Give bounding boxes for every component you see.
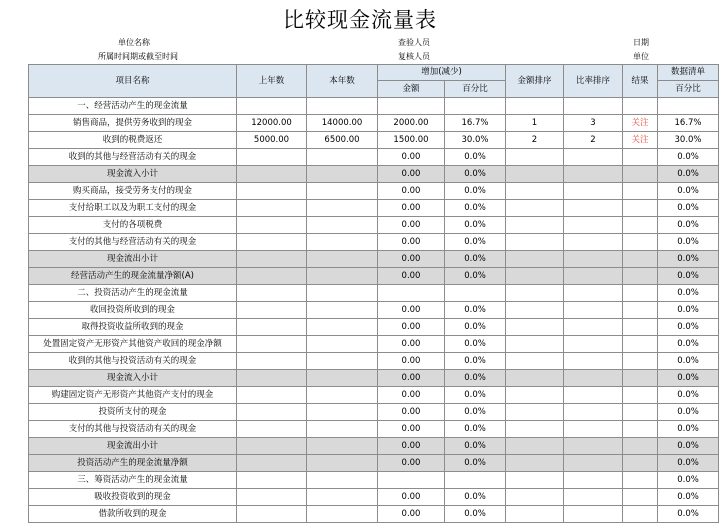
result-cell[interactable] bbox=[623, 353, 658, 370]
change-amount-cell[interactable]: 0.00 bbox=[378, 302, 445, 319]
data-percent-cell[interactable]: 16.7% bbox=[658, 115, 719, 132]
change-percent-cell[interactable]: 0.0% bbox=[445, 353, 506, 370]
change-percent-cell[interactable]: 0.0% bbox=[445, 183, 506, 200]
result-cell[interactable] bbox=[623, 166, 658, 183]
data-percent-cell[interactable]: 0.0% bbox=[658, 387, 719, 404]
table-row bbox=[29, 268, 719, 285]
this-year-cell[interactable] bbox=[307, 285, 378, 302]
header-item-name[interactable]: 项目名称 bbox=[29, 65, 237, 98]
result-cell[interactable] bbox=[623, 506, 658, 523]
result-cell[interactable] bbox=[623, 336, 658, 353]
change-amount-cell[interactable]: 0.00 bbox=[378, 370, 445, 387]
result-cell[interactable] bbox=[623, 234, 658, 251]
amount-rank-cell[interactable] bbox=[506, 489, 564, 506]
last-year-cell[interactable] bbox=[237, 319, 307, 336]
table-row bbox=[29, 166, 719, 183]
change-amount-cell[interactable]: 1500.00 bbox=[378, 132, 445, 149]
table-row bbox=[29, 302, 719, 319]
change-amount-cell[interactable]: 0.00 bbox=[378, 438, 445, 455]
data-percent-cell[interactable]: 0.0% bbox=[658, 404, 719, 421]
data-percent-cell[interactable]: 0.0% bbox=[658, 455, 719, 472]
change-percent-cell[interactable] bbox=[445, 98, 506, 115]
table-row bbox=[29, 353, 719, 370]
ratio-rank-cell[interactable] bbox=[564, 149, 623, 166]
cash-flow-table bbox=[28, 64, 719, 523]
table-row bbox=[29, 404, 719, 421]
last-year-cell[interactable] bbox=[237, 285, 307, 302]
ratio-rank-cell[interactable] bbox=[564, 217, 623, 234]
item-name-cell[interactable]: 支付的其他与投资活动有关的现金 bbox=[29, 421, 237, 438]
result-cell[interactable] bbox=[623, 472, 658, 489]
amount-rank-cell[interactable] bbox=[506, 455, 564, 472]
this-year-cell[interactable]: 6500.00 bbox=[307, 132, 378, 149]
change-percent-cell[interactable]: 0.0% bbox=[445, 302, 506, 319]
change-amount-cell[interactable] bbox=[378, 98, 445, 115]
change-percent-cell[interactable]: 0.0% bbox=[445, 234, 506, 251]
change-amount-cell[interactable]: 0.00 bbox=[378, 166, 445, 183]
change-amount-cell[interactable]: 0.00 bbox=[378, 217, 445, 234]
ratio-rank-cell[interactable] bbox=[564, 268, 623, 285]
date-label: 日期 bbox=[633, 38, 649, 47]
this-year-cell[interactable] bbox=[307, 268, 378, 285]
amount-rank-cell[interactable] bbox=[506, 506, 564, 523]
change-amount-cell[interactable]: 0.00 bbox=[378, 489, 445, 506]
change-percent-cell[interactable]: 0.0% bbox=[445, 370, 506, 387]
item-name-cell[interactable]: 经营活动产生的现金流量净额(A) bbox=[29, 268, 237, 285]
ratio-rank-cell[interactable] bbox=[564, 421, 623, 438]
change-percent-cell[interactable]: 0.0% bbox=[445, 166, 506, 183]
this-year-cell[interactable] bbox=[307, 200, 378, 217]
last-year-cell[interactable]: 5000.00 bbox=[237, 132, 307, 149]
change-amount-cell[interactable]: 0.00 bbox=[378, 251, 445, 268]
item-name-cell[interactable]: 现金流入小计 bbox=[29, 166, 237, 183]
table-row bbox=[29, 370, 719, 387]
last-year-cell[interactable] bbox=[237, 183, 307, 200]
change-amount-cell[interactable] bbox=[378, 472, 445, 489]
last-year-cell[interactable] bbox=[237, 98, 307, 115]
last-year-cell[interactable] bbox=[237, 387, 307, 404]
table-row bbox=[29, 149, 719, 166]
table-row bbox=[29, 472, 719, 489]
result-cell[interactable] bbox=[623, 438, 658, 455]
ratio-rank-cell[interactable] bbox=[564, 438, 623, 455]
data-percent-cell[interactable]: 0.0% bbox=[658, 336, 719, 353]
result-cell[interactable] bbox=[623, 183, 658, 200]
item-name-cell[interactable]: 支付给职工以及为职工支付的现金 bbox=[29, 200, 237, 217]
amount-rank-cell[interactable] bbox=[506, 285, 564, 302]
amount-rank-cell[interactable] bbox=[506, 251, 564, 268]
item-name-cell[interactable]: 投资活动产生的现金流量净额 bbox=[29, 455, 237, 472]
change-percent-cell[interactable]: 30.0% bbox=[445, 132, 506, 149]
header-result[interactable]: 结果 bbox=[623, 65, 658, 98]
period-label: 所属时间期或截至时间 bbox=[98, 52, 178, 61]
result-cell[interactable] bbox=[623, 489, 658, 506]
table-row bbox=[29, 455, 719, 472]
data-percent-cell[interactable]: 0.0% bbox=[658, 183, 719, 200]
data-percent-cell[interactable]: 0.0% bbox=[658, 285, 719, 302]
item-name-cell[interactable]: 现金流出小计 bbox=[29, 438, 237, 455]
change-amount-cell[interactable] bbox=[378, 285, 445, 302]
ratio-rank-cell[interactable] bbox=[564, 183, 623, 200]
header-this-year[interactable]: 本年数 bbox=[307, 65, 378, 98]
this-year-cell[interactable] bbox=[307, 217, 378, 234]
this-year-cell[interactable] bbox=[307, 234, 378, 251]
amount-rank-cell[interactable] bbox=[506, 370, 564, 387]
amount-rank-cell[interactable] bbox=[506, 472, 564, 489]
ratio-rank-cell[interactable] bbox=[564, 251, 623, 268]
this-year-cell[interactable] bbox=[307, 319, 378, 336]
header-change[interactable]: 增加(减少) bbox=[378, 65, 506, 81]
item-name-cell[interactable]: 现金流入小计 bbox=[29, 370, 237, 387]
change-percent-cell[interactable]: 0.0% bbox=[445, 404, 506, 421]
amount-rank-cell[interactable] bbox=[506, 98, 564, 115]
change-amount-cell[interactable]: 0.00 bbox=[378, 149, 445, 166]
last-year-cell[interactable] bbox=[237, 166, 307, 183]
header-percent[interactable]: 百分比 bbox=[445, 81, 506, 98]
last-year-cell[interactable] bbox=[237, 353, 307, 370]
item-name-cell[interactable]: 三、筹资活动产生的现金流量 bbox=[29, 472, 237, 489]
item-name-cell[interactable]: 投资所支付的现金 bbox=[29, 404, 237, 421]
this-year-cell[interactable] bbox=[307, 387, 378, 404]
amount-rank-cell[interactable] bbox=[506, 183, 564, 200]
data-percent-cell[interactable]: 30.0% bbox=[658, 132, 719, 149]
table-row bbox=[29, 183, 719, 200]
result-cell[interactable]: 关注 bbox=[623, 115, 658, 132]
data-percent-cell[interactable]: 0.0% bbox=[658, 251, 719, 268]
table-row bbox=[29, 98, 719, 115]
change-percent-cell[interactable]: 0.0% bbox=[445, 200, 506, 217]
last-year-cell[interactable]: 12000.00 bbox=[237, 115, 307, 132]
table-row bbox=[29, 421, 719, 438]
amount-rank-cell[interactable] bbox=[506, 353, 564, 370]
item-name-cell[interactable]: 取得投资收益所收到的现金 bbox=[29, 319, 237, 336]
amount-rank-cell[interactable] bbox=[506, 268, 564, 285]
item-name-cell[interactable]: 收回投资所收到的现金 bbox=[29, 302, 237, 319]
this-year-cell[interactable] bbox=[307, 183, 378, 200]
amount-rank-cell[interactable] bbox=[506, 438, 564, 455]
table-row bbox=[29, 438, 719, 455]
this-year-cell[interactable] bbox=[307, 149, 378, 166]
result-cell[interactable] bbox=[623, 370, 658, 387]
amount-rank-cell[interactable] bbox=[506, 149, 564, 166]
table-row bbox=[29, 506, 719, 523]
this-year-cell[interactable] bbox=[307, 404, 378, 421]
sheet-title: 比较现金流量表 bbox=[283, 8, 437, 32]
this-year-cell[interactable] bbox=[307, 251, 378, 268]
ratio-rank-cell[interactable] bbox=[564, 98, 623, 115]
change-amount-cell[interactable]: 0.00 bbox=[378, 319, 445, 336]
data-percent-cell[interactable]: 0.0% bbox=[658, 149, 719, 166]
change-percent-cell[interactable]: 0.0% bbox=[445, 387, 506, 404]
change-percent-cell[interactable] bbox=[445, 472, 506, 489]
this-year-cell[interactable] bbox=[307, 370, 378, 387]
ratio-rank-cell[interactable] bbox=[564, 166, 623, 183]
ratio-rank-cell[interactable] bbox=[564, 336, 623, 353]
reviewer-label: 复核人员 bbox=[398, 52, 430, 61]
change-percent-cell[interactable] bbox=[445, 285, 506, 302]
ratio-rank-cell[interactable] bbox=[564, 404, 623, 421]
result-cell[interactable] bbox=[623, 200, 658, 217]
last-year-cell[interactable] bbox=[237, 421, 307, 438]
last-year-cell[interactable] bbox=[237, 438, 307, 455]
result-cell[interactable] bbox=[623, 251, 658, 268]
data-percent-cell[interactable]: 0.0% bbox=[658, 472, 719, 489]
this-year-cell[interactable] bbox=[307, 302, 378, 319]
ratio-rank-cell[interactable] bbox=[564, 302, 623, 319]
data-percent-cell[interactable] bbox=[658, 98, 719, 115]
amount-rank-cell[interactable] bbox=[506, 302, 564, 319]
ratio-rank-cell[interactable] bbox=[564, 506, 623, 523]
ratio-rank-cell[interactable] bbox=[564, 234, 623, 251]
last-year-cell[interactable] bbox=[237, 251, 307, 268]
change-amount-cell[interactable]: 0.00 bbox=[378, 234, 445, 251]
item-name-cell[interactable]: 支付的各项税费 bbox=[29, 217, 237, 234]
change-amount-cell[interactable]: 0.00 bbox=[378, 336, 445, 353]
change-amount-cell[interactable]: 0.00 bbox=[378, 506, 445, 523]
result-cell[interactable] bbox=[623, 217, 658, 234]
data-percent-cell[interactable]: 0.0% bbox=[658, 268, 719, 285]
result-cell[interactable] bbox=[623, 285, 658, 302]
this-year-cell[interactable] bbox=[307, 421, 378, 438]
data-percent-cell[interactable]: 0.0% bbox=[658, 489, 719, 506]
change-amount-cell[interactable]: 0.00 bbox=[378, 183, 445, 200]
result-cell[interactable] bbox=[623, 455, 658, 472]
last-year-cell[interactable] bbox=[237, 268, 307, 285]
amount-rank-cell[interactable]: 1 bbox=[506, 115, 564, 132]
last-year-cell[interactable] bbox=[237, 149, 307, 166]
result-cell[interactable] bbox=[623, 149, 658, 166]
ratio-rank-cell[interactable] bbox=[564, 319, 623, 336]
table-row bbox=[29, 200, 719, 217]
change-percent-cell[interactable]: 0.0% bbox=[445, 217, 506, 234]
ratio-rank-cell[interactable]: 3 bbox=[564, 115, 623, 132]
table-row bbox=[29, 319, 719, 336]
item-name-cell[interactable]: 现金流出小计 bbox=[29, 251, 237, 268]
this-year-cell[interactable] bbox=[307, 98, 378, 115]
amount-rank-cell[interactable] bbox=[506, 217, 564, 234]
amount-rank-cell[interactable]: 2 bbox=[506, 132, 564, 149]
header-data-list[interactable]: 数据清单 bbox=[658, 65, 719, 81]
amount-rank-cell[interactable] bbox=[506, 319, 564, 336]
table-row bbox=[29, 336, 719, 353]
change-percent-cell[interactable]: 0.0% bbox=[445, 455, 506, 472]
result-cell[interactable] bbox=[623, 387, 658, 404]
last-year-cell[interactable] bbox=[237, 217, 307, 234]
data-percent-cell[interactable]: 0.0% bbox=[658, 370, 719, 387]
header-last-year[interactable]: 上年数 bbox=[237, 65, 307, 98]
item-name-cell[interactable]: 借款所收到的现金 bbox=[29, 506, 237, 523]
change-percent-cell[interactable]: 16.7% bbox=[445, 115, 506, 132]
change-percent-cell[interactable]: 0.0% bbox=[445, 251, 506, 268]
result-cell[interactable]: 关注 bbox=[623, 132, 658, 149]
amount-rank-cell[interactable] bbox=[506, 404, 564, 421]
unit-label: 单位 bbox=[633, 52, 649, 61]
ratio-rank-cell[interactable] bbox=[564, 200, 623, 217]
change-percent-cell[interactable]: 0.0% bbox=[445, 319, 506, 336]
this-year-cell[interactable]: 14000.00 bbox=[307, 115, 378, 132]
table-row bbox=[29, 115, 719, 132]
ratio-rank-cell[interactable] bbox=[564, 370, 623, 387]
this-year-cell[interactable] bbox=[307, 489, 378, 506]
change-amount-cell[interactable]: 0.00 bbox=[378, 421, 445, 438]
table-row bbox=[29, 234, 719, 251]
last-year-cell[interactable] bbox=[237, 200, 307, 217]
ratio-rank-cell[interactable] bbox=[564, 387, 623, 404]
this-year-cell[interactable] bbox=[307, 506, 378, 523]
data-percent-cell[interactable]: 0.0% bbox=[658, 166, 719, 183]
amount-rank-cell[interactable] bbox=[506, 200, 564, 217]
amount-rank-cell[interactable] bbox=[506, 166, 564, 183]
change-percent-cell[interactable]: 0.0% bbox=[445, 149, 506, 166]
item-name-cell[interactable]: 处置固定资产无形资产其他资产收回的现金净额 bbox=[29, 336, 237, 353]
table-row bbox=[29, 489, 719, 506]
ratio-rank-cell[interactable] bbox=[564, 353, 623, 370]
amount-rank-cell[interactable] bbox=[506, 234, 564, 251]
table-row bbox=[29, 251, 719, 268]
change-amount-cell[interactable]: 0.00 bbox=[378, 268, 445, 285]
item-name-cell[interactable]: 二、投资活动产生的现金流量 bbox=[29, 285, 237, 302]
item-name-cell[interactable]: 收到的其他与投资活动有关的现金 bbox=[29, 353, 237, 370]
ratio-rank-cell[interactable] bbox=[564, 489, 623, 506]
table-row bbox=[29, 217, 719, 234]
item-name-cell[interactable]: 一、经营活动产生的现金流量 bbox=[29, 98, 237, 115]
item-name-cell[interactable]: 吸收投资收到的现金 bbox=[29, 489, 237, 506]
change-amount-cell[interactable]: 0.00 bbox=[378, 404, 445, 421]
this-year-cell[interactable] bbox=[307, 336, 378, 353]
last-year-cell[interactable] bbox=[237, 455, 307, 472]
result-cell[interactable] bbox=[623, 98, 658, 115]
item-name-cell[interactable]: 销售商品，提供劳务收到的现金 bbox=[29, 115, 237, 132]
item-name-cell[interactable]: 购建固定资产无形资产其他资产支付的现金 bbox=[29, 387, 237, 404]
table-row bbox=[29, 132, 719, 149]
result-cell[interactable] bbox=[623, 268, 658, 285]
header-amount-rank[interactable]: 金额排序 bbox=[506, 65, 564, 98]
change-amount-cell[interactable]: 0.00 bbox=[378, 455, 445, 472]
last-year-cell[interactable] bbox=[237, 370, 307, 387]
last-year-cell[interactable] bbox=[237, 489, 307, 506]
amount-rank-cell[interactable] bbox=[506, 421, 564, 438]
amount-rank-cell[interactable] bbox=[506, 336, 564, 353]
data-percent-cell[interactable]: 0.0% bbox=[658, 506, 719, 523]
amount-rank-cell[interactable] bbox=[506, 387, 564, 404]
unit-name-label: 单位名称 bbox=[118, 38, 150, 47]
change-percent-cell[interactable]: 0.0% bbox=[445, 268, 506, 285]
change-percent-cell[interactable]: 0.0% bbox=[445, 421, 506, 438]
ratio-rank-cell[interactable]: 2 bbox=[564, 132, 623, 149]
item-name-cell[interactable]: 支付的其他与经营活动有关的现金 bbox=[29, 234, 237, 251]
item-name-cell[interactable]: 收到的其他与经营活动有关的现金 bbox=[29, 149, 237, 166]
data-percent-cell[interactable]: 0.0% bbox=[658, 302, 719, 319]
item-name-cell[interactable]: 购买商品，接受劳务支付的现金 bbox=[29, 183, 237, 200]
result-cell[interactable] bbox=[623, 302, 658, 319]
table-row bbox=[29, 285, 719, 302]
this-year-cell[interactable] bbox=[307, 353, 378, 370]
data-percent-cell[interactable]: 0.0% bbox=[658, 421, 719, 438]
last-year-cell[interactable] bbox=[237, 302, 307, 319]
data-percent-cell[interactable]: 0.0% bbox=[658, 353, 719, 370]
data-percent-cell[interactable]: 0.0% bbox=[658, 200, 719, 217]
change-percent-cell[interactable]: 0.0% bbox=[445, 506, 506, 523]
change-percent-cell[interactable]: 0.0% bbox=[445, 438, 506, 455]
data-percent-cell[interactable]: 0.0% bbox=[658, 319, 719, 336]
header-amount[interactable]: 金额 bbox=[378, 81, 445, 98]
change-amount-cell[interactable]: 0.00 bbox=[378, 353, 445, 370]
header-ratio-rank[interactable]: 比率排序 bbox=[564, 65, 623, 98]
change-percent-cell[interactable]: 0.0% bbox=[445, 489, 506, 506]
result-cell[interactable] bbox=[623, 421, 658, 438]
result-cell[interactable] bbox=[623, 319, 658, 336]
checker-label: 查验人员 bbox=[398, 38, 430, 47]
this-year-cell[interactable] bbox=[307, 438, 378, 455]
this-year-cell[interactable] bbox=[307, 472, 378, 489]
last-year-cell[interactable] bbox=[237, 472, 307, 489]
header-data-percent[interactable]: 百分比 bbox=[658, 81, 719, 98]
ratio-rank-cell[interactable] bbox=[564, 472, 623, 489]
this-year-cell[interactable] bbox=[307, 166, 378, 183]
ratio-rank-cell[interactable] bbox=[564, 455, 623, 472]
this-year-cell[interactable] bbox=[307, 455, 378, 472]
data-percent-cell[interactable]: 0.0% bbox=[658, 217, 719, 234]
item-name-cell[interactable]: 收到的税费返还 bbox=[29, 132, 237, 149]
last-year-cell[interactable] bbox=[237, 234, 307, 251]
data-percent-cell[interactable]: 0.0% bbox=[658, 234, 719, 251]
data-percent-cell[interactable]: 0.0% bbox=[658, 438, 719, 455]
table-row bbox=[29, 387, 719, 404]
last-year-cell[interactable] bbox=[237, 336, 307, 353]
last-year-cell[interactable] bbox=[237, 506, 307, 523]
result-cell[interactable] bbox=[623, 404, 658, 421]
change-amount-cell[interactable]: 2000.00 bbox=[378, 115, 445, 132]
last-year-cell[interactable] bbox=[237, 404, 307, 421]
change-percent-cell[interactable]: 0.0% bbox=[445, 336, 506, 353]
ratio-rank-cell[interactable] bbox=[564, 285, 623, 302]
change-amount-cell[interactable]: 0.00 bbox=[378, 200, 445, 217]
change-amount-cell[interactable]: 0.00 bbox=[378, 387, 445, 404]
